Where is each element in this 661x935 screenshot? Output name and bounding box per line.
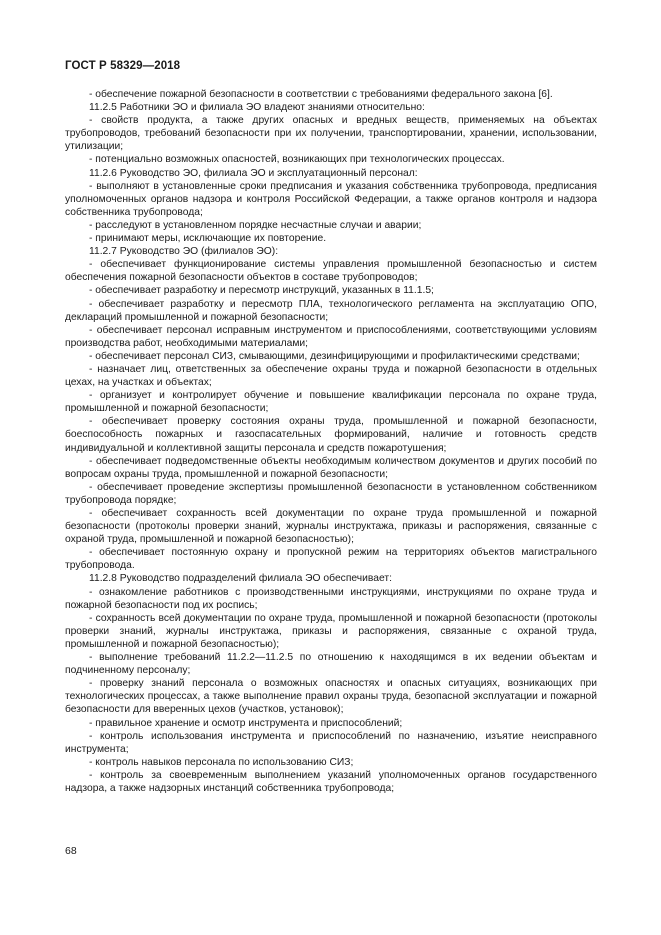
page-number: 68 bbox=[65, 845, 77, 857]
paragraph: - обеспечивает проведение экспертизы промышленной безопасности в установленном собственником трубопровода порядке; bbox=[65, 481, 597, 506]
paragraph: - обеспечивает сохранность всей документации по охране труда промышленной и пожарной безопасности (протоколы проверки знаний, журналы инструктажа, приказы и распоряжения, связанные с охраной труда, промышленной и пожарной безопасностью); bbox=[65, 508, 597, 546]
paragraph: - обеспечивает персонал исправным инструментом и приспособлениями, соответствующими условиям производства работ, необходимыми материалами; bbox=[65, 324, 597, 349]
section-heading-11-2-7: 11.2.7 Руководство ЭО (филиалов ЭО): bbox=[89, 246, 279, 258]
paragraph: - контроль навыков персонала по использованию СИЗ; bbox=[89, 756, 354, 768]
paragraph: - проверку знаний персонала о возможных опасностях и опасных ситуациях, возникающих при технологических процессах, а также выполнение правил охраны труда, безопасной эксплуатации и пожарной безопасности для вверенных цехов (участков, установок); bbox=[65, 678, 597, 716]
paragraph: - обеспечивает функционирование системы управления промышленной безопасностью и систем обеспечения пожарной безопасности объектов в составе трубопроводов; bbox=[65, 259, 597, 284]
paragraph: - правильное хранение и осмотр инструмента и приспособлений; bbox=[89, 717, 403, 729]
section-heading-11-2-8: 11.2.8 Руководство подразделений филиала ЭО обеспечивает: bbox=[89, 573, 392, 585]
paragraph: - обеспечивает разработку и пересмотр ПЛА, технологического регламента на эксплуатацию ОПО, деклараций промышленной и пожарной безопасности; bbox=[65, 298, 597, 323]
paragraph: - выполняют в установленные сроки предписания и указания собственника трубопровода, предписания уполномоченных органов надзора и контроля Российской Федерации, а также органов контроля и надзора собственника трубопровода; bbox=[65, 180, 597, 218]
paragraph: - обеспечение пожарной безопасности в соответствии с требованиями федерального закона [6]. bbox=[89, 89, 553, 100]
paragraph: - организует и контролирует обучение и повышение квалификации персонала по охране труда, промышленной и пожарной безопасности; bbox=[65, 390, 597, 415]
document-header: ГОСТ Р 58329—2018 bbox=[65, 60, 181, 72]
paragraph: - назначает лиц, ответственных за обеспечение охраны труда и пожарной безопасности в отдельных цехах, на участках и объектах; bbox=[65, 363, 597, 389]
paragraph: - обеспечивает подведомственные объекты необходимым количеством документов и других пособий по вопросам охраны труда, промышленной и пожарной безопасности; bbox=[65, 455, 597, 480]
document-body bbox=[65, 88, 597, 795]
paragraph: - потенциально возможных опасностей, возникающих при технологических процессах. bbox=[89, 154, 505, 166]
paragraph: - принимают меры, исключающие их повторение. bbox=[89, 233, 327, 245]
paragraph: - контроль использования инструмента и приспособлений по назначению, изъятие неисправного инструмента; bbox=[65, 730, 597, 755]
paragraph: - обеспечивает разработку и пересмотр инструкций, указанных в 11.1.5; bbox=[89, 285, 434, 297]
paragraph: - выполнение требований 11.2.2—11.2.5 по отношению к находящимся в их ведении объектам и подчиненному персоналу; bbox=[65, 652, 597, 677]
section-heading-11-2-6: 11.2.6 Руководство ЭО, филиала ЭО и эксплуатационный персонал: bbox=[89, 167, 418, 179]
paragraph: - обеспечивает постоянную охрану и пропускной режим на территориях объектов магистрального трубопровода. bbox=[65, 547, 597, 572]
paragraph: - сохранность всей документации по охране труда, промышленной и пожарной безопасности (протоколы проверки знаний, журналы инструктажа, приказы и распоряжения, связанные с охраной труда, промышленной и пожарной безопасностью); bbox=[65, 612, 597, 650]
paragraph: - свойств продукта, а также других опасных и вредных веществ, применяемых на объектах трубопроводов, требований безопасности при их получении, транспортировании, хранении, использовании, утилизации; bbox=[65, 115, 597, 153]
paragraph: - обеспечивает проверку состояния охраны труда, промышленной и пожарной безопасности, боеспособность пожарных и газоспасательных формирований, наличие и готовность средств индивидуальной и коллективной защиты персонала и средств пожаротушения; bbox=[65, 416, 597, 454]
section-heading-11-2-5: 11.2.5 Работники ЭО и филиала ЭО владеют знаниями относительно: bbox=[89, 102, 425, 114]
paragraph: - расследуют в установленном порядке несчастные случаи и аварии; bbox=[89, 219, 422, 231]
paragraph: - контроль за своевременным выполнением указаний уполномоченных органов государственного надзора, а также надзорных инстанций собственника трубопровода; bbox=[65, 769, 597, 794]
paragraph: - ознакомление работников с производственными инструкциями, инструкциями по охране труда и пожарной безопасности под их роспись; bbox=[65, 586, 597, 611]
paragraph: - обеспечивает персонал СИЗ, смывающими, дезинфицирующими и профилактическими средствами; bbox=[89, 350, 580, 362]
